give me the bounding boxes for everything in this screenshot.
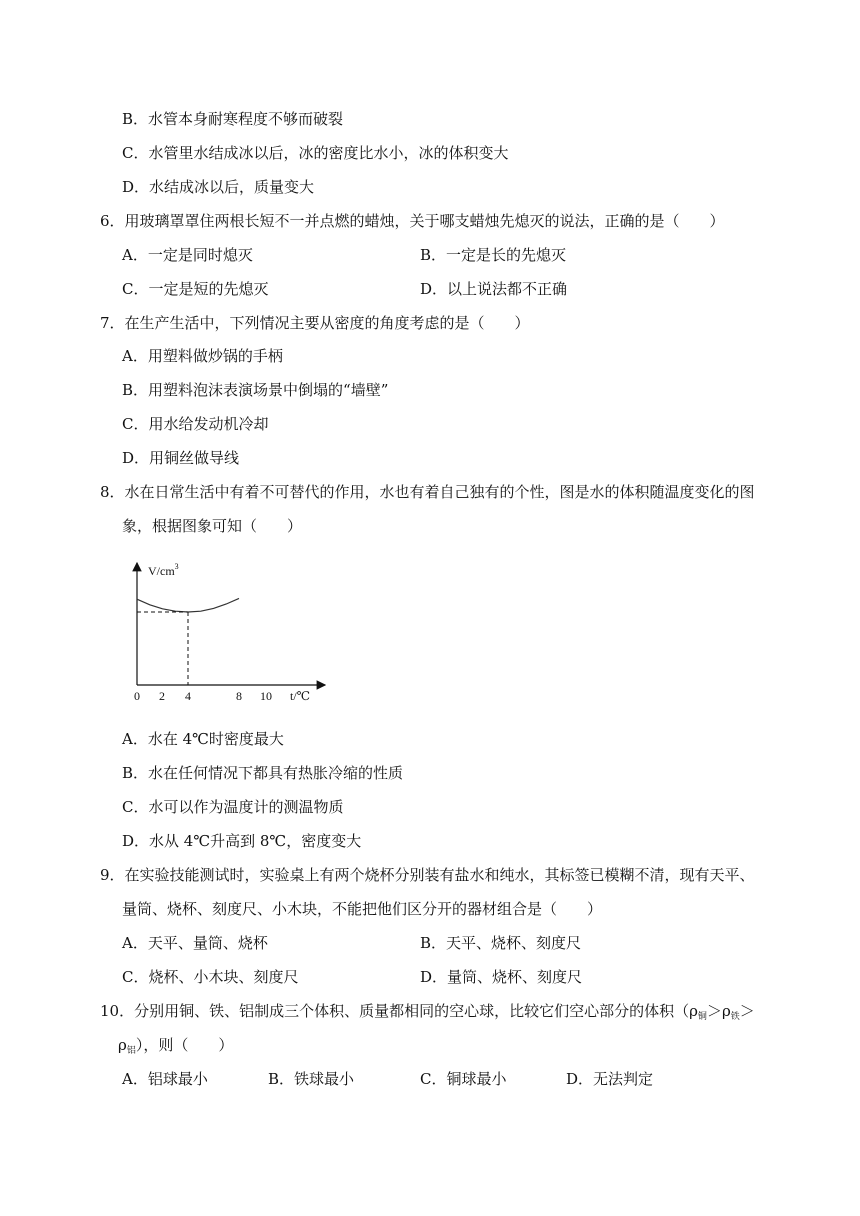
x-tick-8: 8: [236, 689, 242, 703]
q9-stem-line2: 量筒、烧杯、刻度尺、小木块，不能把他们区分开的器材组合是（ ）: [122, 900, 603, 918]
subscript-copper: 铜: [697, 1012, 707, 1022]
x-tick-10: 10: [260, 689, 272, 703]
q9-option-d[interactable]: D．量筒、烧杯、刻度尺: [420, 968, 583, 986]
q8-option-a[interactable]: A．水在 4℃时密度最大: [122, 730, 284, 748]
q10-stem-line2: $\rho_铝$），则（ ）: [118, 1036, 234, 1056]
q10-option-c[interactable]: C．铜球最小: [420, 1070, 507, 1088]
q9-option-c[interactable]: C．烧杯、小木块、刻度尺: [122, 968, 299, 986]
q5-option-b[interactable]: B．水管本身耐寒程度不够而破裂: [122, 110, 344, 128]
x-tick-4: 4: [185, 689, 191, 703]
q7-option-c[interactable]: C．用水给发动机冷却: [122, 415, 269, 433]
q7-option-a[interactable]: A．用塑料做炒锅的手柄: [122, 347, 283, 365]
q8-option-d[interactable]: D．水从 4℃升高到 8℃，密度变大: [122, 832, 362, 850]
q6-option-d[interactable]: D．以上说法都不正确: [420, 280, 568, 298]
q10-option-b[interactable]: B．铁球最小: [268, 1070, 355, 1088]
q6-option-a[interactable]: A．一定是同时熄灭: [122, 246, 253, 264]
q10-option-a[interactable]: A．铝球最小: [122, 1070, 208, 1088]
subscript-aluminum: 铝: [126, 1046, 136, 1056]
q7-option-b[interactable]: B．用塑料泡沫表演场景中倒塌的“墙壁”: [122, 381, 389, 399]
q9-option-b[interactable]: B．天平、烧杯、刻度尺: [420, 934, 582, 952]
q7-option-d[interactable]: D．用铜丝做导线: [122, 449, 240, 467]
q10-option-d[interactable]: D．无法判定: [566, 1070, 654, 1088]
y-axis-label-sup: 3: [174, 562, 179, 571]
q6-stem: 6．用玻璃罩罩住两根长短不一并点燃的蜡烛，关于哪支蜡烛先熄灭的说法，正确的是（ ）: [100, 212, 725, 230]
volume-temperature-graph: [120, 555, 340, 705]
q8-option-c[interactable]: C．水可以作为温度计的测温物质: [122, 798, 344, 816]
q5-option-d[interactable]: D．水结成冰以后，质量变大: [122, 178, 315, 196]
subscript-iron: 铁: [730, 1012, 740, 1022]
q8-stem-line2: 象，根据图象可知（ ）: [122, 517, 303, 535]
q5-option-c[interactable]: C．水管里水结成冰以后，冰的密度比水小，冰的体积变大: [122, 144, 509, 162]
x-tick-0: 0: [134, 689, 140, 703]
q8-stem-line1: 8．水在日常生活中有着不可替代的作用，水也有着自己独有的个性，图是水的体积随温度变化的图: [100, 483, 755, 501]
q6-option-b[interactable]: B．一定是长的先熄灭: [420, 246, 567, 264]
x-axis-label: t/℃: [290, 689, 311, 703]
x-tick-2: 2: [159, 689, 165, 703]
q9-option-a[interactable]: A．天平、量筒、烧杯: [122, 934, 268, 952]
q9-stem-line1: 9．在实验技能测试时，实验桌上有两个烧杯分别装有盐水和纯水，其标签已模糊不清，现有天平、: [100, 866, 755, 884]
y-axis-label: $V/cm^3$: [148, 562, 179, 578]
q8-option-b[interactable]: B．水在任何情况下都具有热胀冷缩的性质: [122, 764, 404, 782]
q7-stem: 7．在生产生活中，下列情况主要从密度的角度考虑的是（ ）: [100, 314, 530, 332]
q6-option-c[interactable]: C．一定是短的先熄灭: [122, 280, 269, 298]
q10-stem-line1: 10．分别用铜、铁、铝制成三个体积、质量都相同的空心球，比较它们空心部分的体积（$\rho_铜>\rho_铁>$: [100, 1002, 755, 1022]
volume-curve: [137, 598, 239, 612]
